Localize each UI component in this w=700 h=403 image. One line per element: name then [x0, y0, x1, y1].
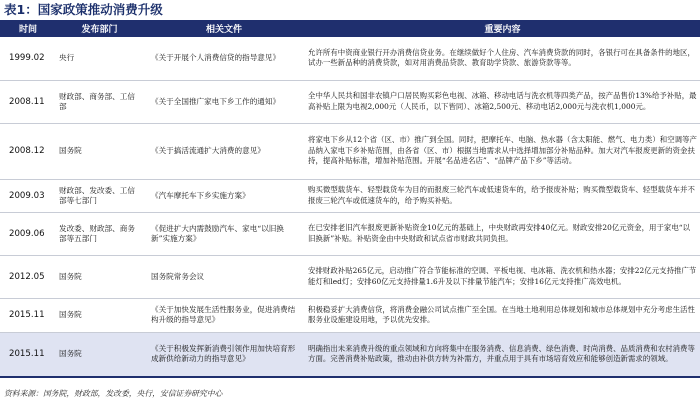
cell-doc: 《关于搞活流通扩大消费的意见》: [143, 123, 305, 179]
header-doc: 相关文件: [143, 20, 305, 37]
cell-content: 将家电下乡从12个省（区、市）推广到全国。同时，把摩托车、电脑、热水器（含太阳能、燃气、电力类）和空调等产品纳入家电下乡补贴范围，由各省（区、市）根据当地需求从中选择增加部分补贴品种。加大对汽车报废更新的资金扶持，提高补贴标准，增加补贴范围。开展“名品进名店”、“品牌产品下乡”等活动。: [305, 123, 700, 179]
cell-time: 2009.06: [0, 212, 56, 255]
cell-doc: 《关于开展个人消费信贷的指导意见》: [143, 37, 305, 80]
table-row: [0, 37, 700, 80]
table-row: [0, 212, 700, 255]
cell-dept: 财政部、发改委、工信部等七部门: [56, 179, 143, 212]
policy-table: [0, 20, 700, 378]
table-row: [0, 179, 700, 212]
cell-doc: 《关于积极发挥新消费引领作用加快培育形成新供给新动力的指导意见》: [143, 332, 305, 377]
cell-content: 购买微型载货车、轻型载货车为目的而报废三轮汽车或低速货车的，给予报废补贴；购买微型载货车、轻型载货车并不报废三轮汽车或低速货车的，给予购买补贴。: [305, 179, 700, 212]
cell-time: 2008.12: [0, 123, 56, 179]
cell-dept: 发改委、财政部、商务部等五部门: [56, 212, 143, 255]
cell-time: 2008.11: [0, 80, 56, 123]
cell-dept: 国务院: [56, 298, 143, 332]
cell-dept: 国务院: [56, 332, 143, 377]
cell-content: 安排财政补贴265亿元，启动推广符合节能标准的空调、平板电视、电冰箱、洗衣机和热水器；安排22亿元支持推广节能灯和led灯；安排60亿元支持排量1.6升及以下排量节能汽车；安排16亿元支持推广高效电机。: [305, 255, 700, 298]
cell-content: 明确指出未来消费升级的重点领域和方向将集中在服务消费、信息消费、绿色消费、时尚消费、品质消费和农村消费等方面。完善消费补贴政策，推动由补供方转为补需方，并重点用于具有市场培育效应和能够创造新需求的领域。: [305, 332, 700, 377]
cell-time: 2015.11: [0, 332, 56, 377]
cell-doc: 《促进扩大内需鼓励汽车、家电“以旧换新”实施方案》: [143, 212, 305, 255]
cell-time: 1999.02: [0, 37, 56, 80]
table-row: [0, 298, 700, 332]
cell-content: 允许所有中资商业银行开办消费信贷业务。在继续做好个人住房、汽车消费贷款的同时，各银行可在具备条件的地区，试办一些新品种的消费贷款，如对用消费品贷款、教育助学贷款、旅游贷款等等。: [305, 37, 700, 80]
cell-doc: 国务院常务会议: [143, 255, 305, 298]
source-note: 资料来源：国务院，财政部，发改委，央行，安信证券研究中心: [4, 389, 223, 398]
cell-doc: 《关于加快发展生活性服务业，促进消费结构升级的指导意见》: [143, 298, 305, 332]
table-row: [0, 80, 700, 123]
table-row: [0, 332, 700, 377]
table-header-row: [0, 20, 700, 37]
cell-time: 2015.11: [0, 298, 56, 332]
cell-dept: 国务院: [56, 255, 143, 298]
cell-content: 在已安排老旧汽车报废更新补贴资金10亿元的基础上，中央财政再安排40亿元。财政安排20亿元资金，用于家电“以旧换新”补贴。补贴资金由中央财政和试点省市财政共同负担。: [305, 212, 700, 255]
cell-doc: 《汽车摩托车下乡实施方案》: [143, 179, 305, 212]
cell-doc: 《关于全国推广家电下乡工作的通知》: [143, 80, 305, 123]
cell-dept: 央行: [56, 37, 143, 80]
cell-time: 2012.05: [0, 255, 56, 298]
cell-time: 2009.03: [0, 179, 56, 212]
cell-content: 积极稳妥扩大消费信贷，将消费金融公司试点推广至全国。在当地土地利用总体规划和城市总体规划中充分考虑生活性服务业设施建设用地，予以优先安排。: [305, 298, 700, 332]
header-dept: 发布部门: [56, 20, 143, 37]
header-content: 重要内容: [305, 20, 700, 37]
table-row: [0, 123, 700, 179]
cell-dept: 财政部、商务部、工信部: [56, 80, 143, 123]
cell-content: 全中华人民共和国非农镇户口居民购买彩色电视、冰箱、移动电话与洗衣机等四类产品，按产品售价13%给予补贴，最高补贴上限为电视2,000元（人民币，以下皆同）、冰箱2,500元、移动电话2,000元与洗衣机1,000元。: [305, 80, 700, 123]
cell-dept: 国务院: [56, 123, 143, 179]
header-time: 时间: [0, 20, 56, 37]
table-row: [0, 255, 700, 298]
table-title: 表1：国家政策推动消费升级: [4, 2, 163, 17]
